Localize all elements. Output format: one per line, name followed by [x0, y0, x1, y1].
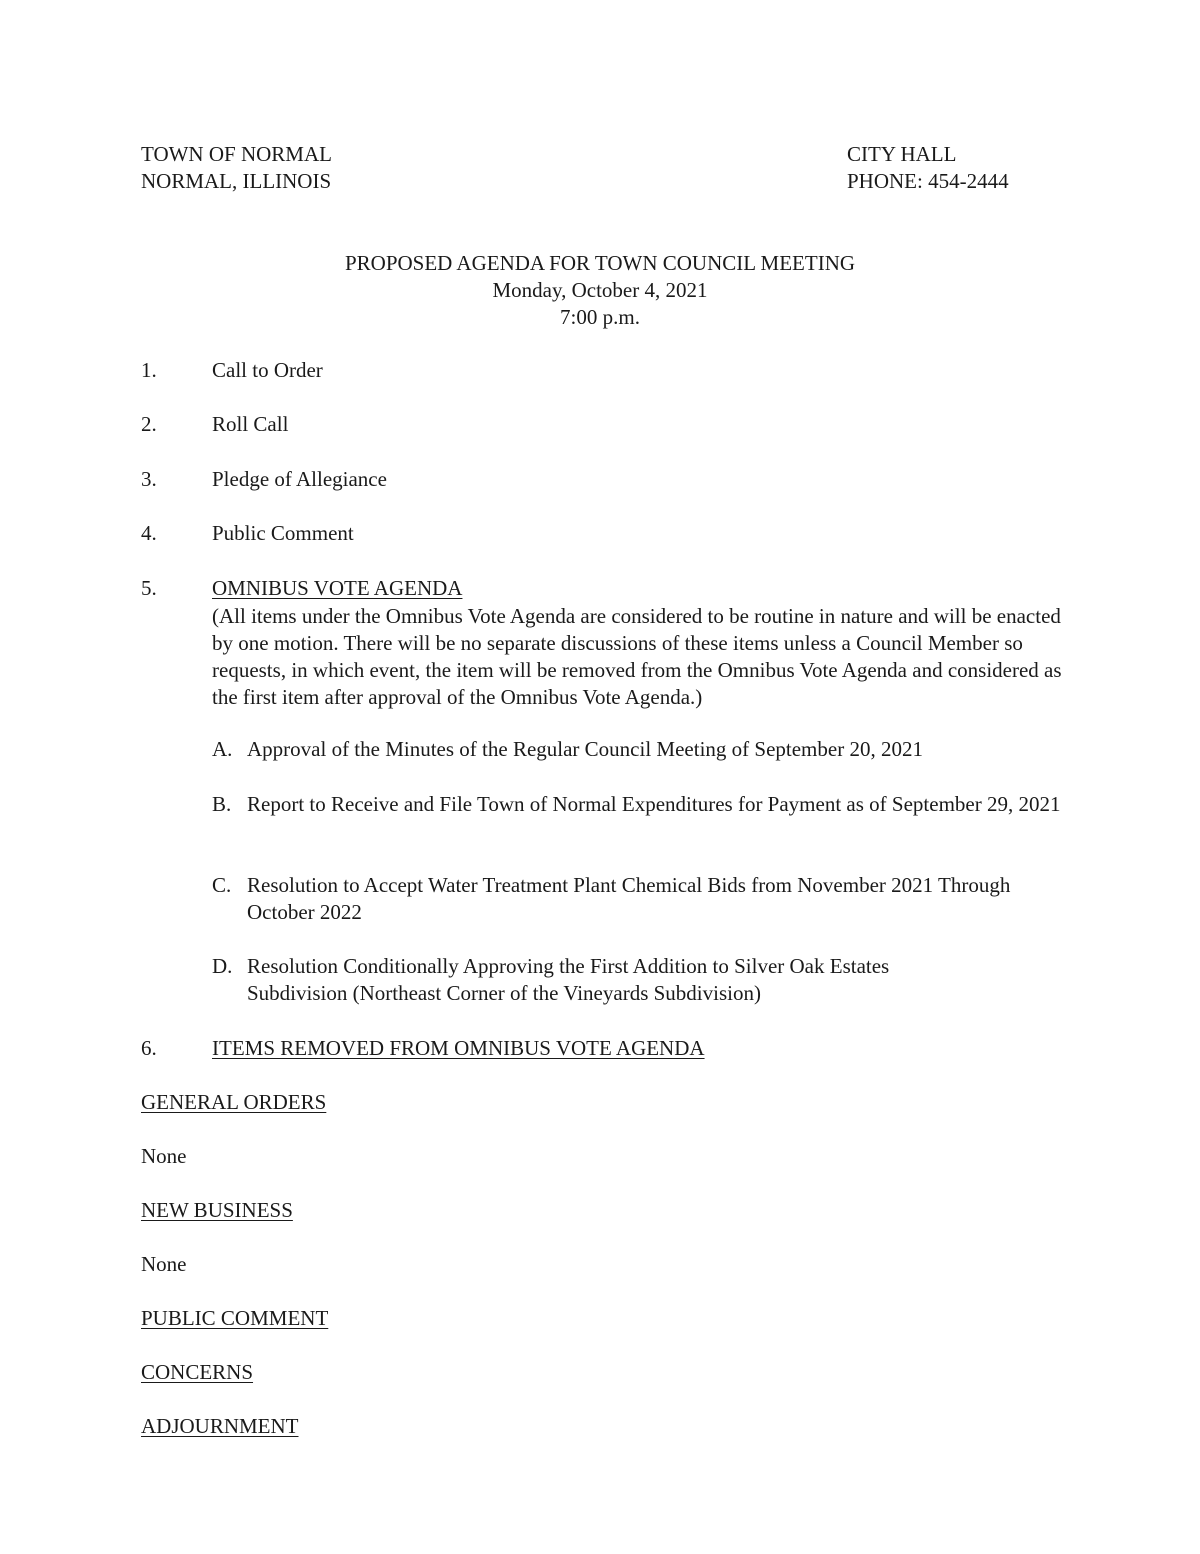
item-number: 2.	[141, 412, 157, 436]
page-title: PROPOSED AGENDA FOR TOWN COUNCIL MEETING	[344, 251, 856, 275]
item-call-to-order: Call to Order	[212, 358, 323, 382]
subitem-expenditures-report: Report to Receive and File Town of Normal Expenditures for Payment as of September 29, 2021	[247, 792, 1061, 816]
item-roll-call: Roll Call	[212, 412, 289, 436]
subitem-silver-oak-resolution: Resolution Conditionally Approving the First Addition to Silver Oak Estates Subdivision (Northeast Corner of the Vineyards Subdivision)	[247, 954, 890, 1005]
section-concerns: CONCERNS	[141, 1360, 254, 1384]
subitem-chemical-bids: Resolution to Accept Water Treatment Plant Chemical Bids from November 2021 Through October 2022	[247, 873, 1011, 924]
item-removed-heading: ITEMS REMOVED FROM OMNIBUS VOTE AGENDA	[212, 1036, 705, 1060]
item-omnibus-heading: OMNIBUS VOTE AGENDA	[212, 576, 463, 600]
subitem-letter: C.	[212, 873, 232, 897]
header-town-location: NORMAL, ILLINOIS	[141, 169, 332, 193]
new-business-body: None	[141, 1252, 187, 1276]
section-adjournment: ADJOURNMENT	[141, 1414, 299, 1438]
subitem-letter: D.	[212, 954, 233, 978]
item-number: 1.	[141, 358, 157, 382]
general-orders-body: None	[141, 1144, 187, 1168]
header-town-name: TOWN OF NORMAL	[141, 142, 332, 166]
subitem-letter: B.	[212, 792, 232, 816]
item-number: 6.	[141, 1036, 157, 1060]
item-number: 5.	[141, 576, 157, 600]
meeting-time: 7:00 p.m.	[560, 305, 640, 329]
section-public-comment: PUBLIC COMMENT	[141, 1306, 329, 1330]
meeting-date: Monday, October 4, 2021	[492, 278, 708, 302]
omnibus-note: (All items under the Omnibus Vote Agenda are considered to be routine in nature and will be enacted by one motion. There will be no separate discussions of these items unless a Council Member so requests, in which event, the item will be removed from the Omnibus Vote Agenda and considered as the first item after approval of the Omnibus Vote Agenda.)	[212, 604, 1062, 709]
subitem-letter: A.	[212, 737, 233, 761]
section-new-business: NEW BUSINESS	[141, 1198, 293, 1222]
header-city-hall: CITY HALL	[847, 142, 957, 166]
section-general-orders: GENERAL ORDERS	[141, 1090, 327, 1114]
item-number: 4.	[141, 521, 157, 545]
item-number: 3.	[141, 467, 157, 491]
item-public-comment: Public Comment	[212, 521, 354, 545]
item-pledge: Pledge of Allegiance	[212, 467, 387, 491]
subitem-minutes-approval: Approval of the Minutes of the Regular Council Meeting of September 20, 2021	[247, 737, 923, 761]
header-phone: PHONE: 454-2444	[847, 169, 1009, 193]
